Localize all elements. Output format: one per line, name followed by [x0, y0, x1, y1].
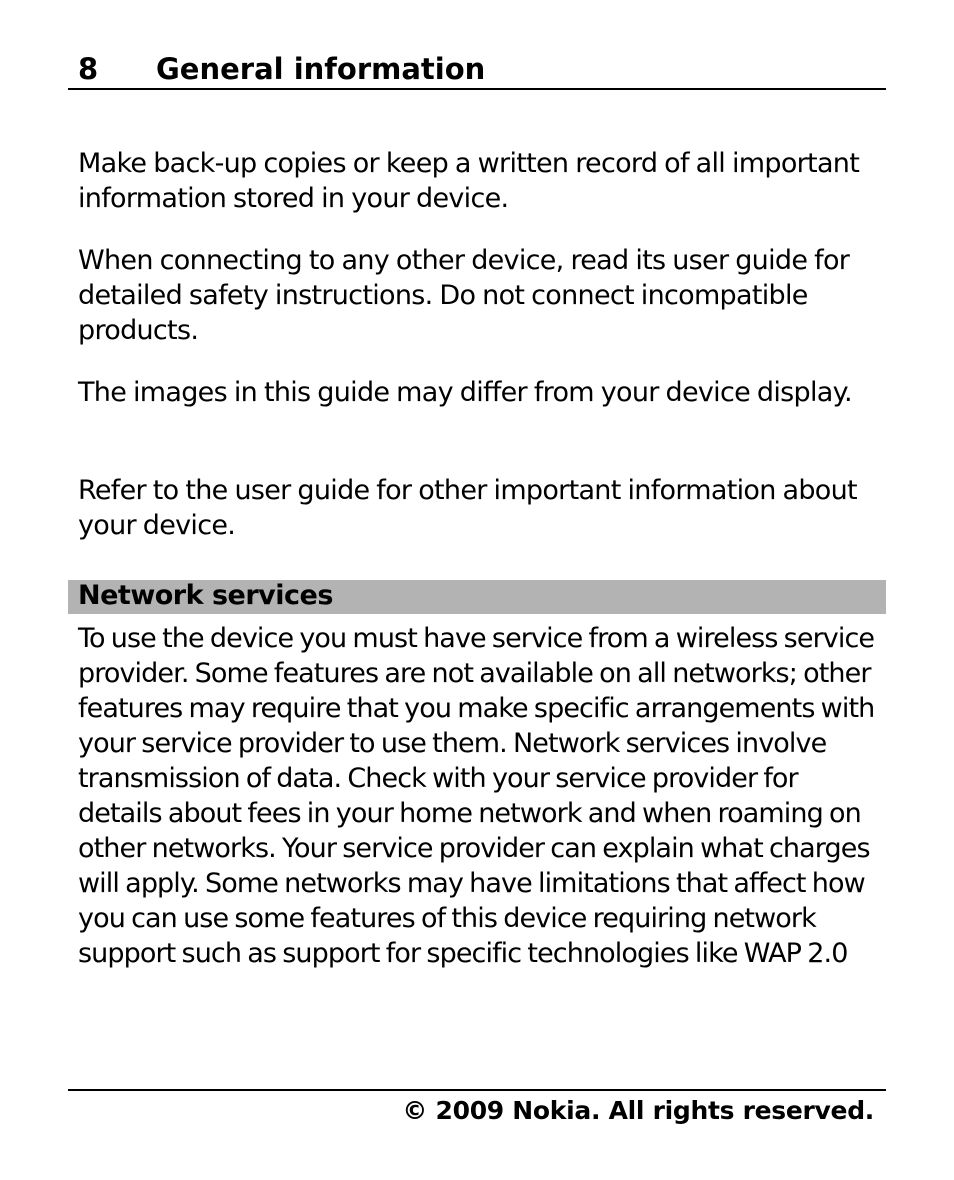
- page-number: 8: [78, 52, 99, 86]
- section-heading-bar: [68, 580, 886, 614]
- paragraph-backup: Make back-up copies or keep a written record of all important information stored in your device.: [78, 148, 860, 214]
- page-header: [68, 50, 886, 90]
- paragraph-user-guide: Refer to the user guide for other important information about your device.: [78, 475, 857, 541]
- paragraph-network-services: To use the device you must have service from a wireless service provider. Some features are not available on all networks; other features may require that you make specific arrangements with your service provider to use them. Network services involve transmission of data. Check with your service provider for details about fees in your home network and when roaming on other networks. Your service provider can explain what charges will apply. Some networks may have limitations that affect how you can use some features of this device requiring network support such as support for specific technologies like WAP 2.0: [78, 623, 875, 969]
- paragraph-images: The images in this guide may differ from your device display.: [78, 377, 852, 408]
- footer-divider: [68, 1089, 886, 1091]
- paragraph-connecting: When connecting to any other device, read its user guide for detailed safety instructions. Do not connect incompatible products.: [78, 245, 850, 346]
- copyright-notice: © 2009 Nokia. All rights reserved.: [402, 1096, 874, 1125]
- page-title: General information: [156, 52, 486, 86]
- section-title: Network services: [78, 580, 333, 611]
